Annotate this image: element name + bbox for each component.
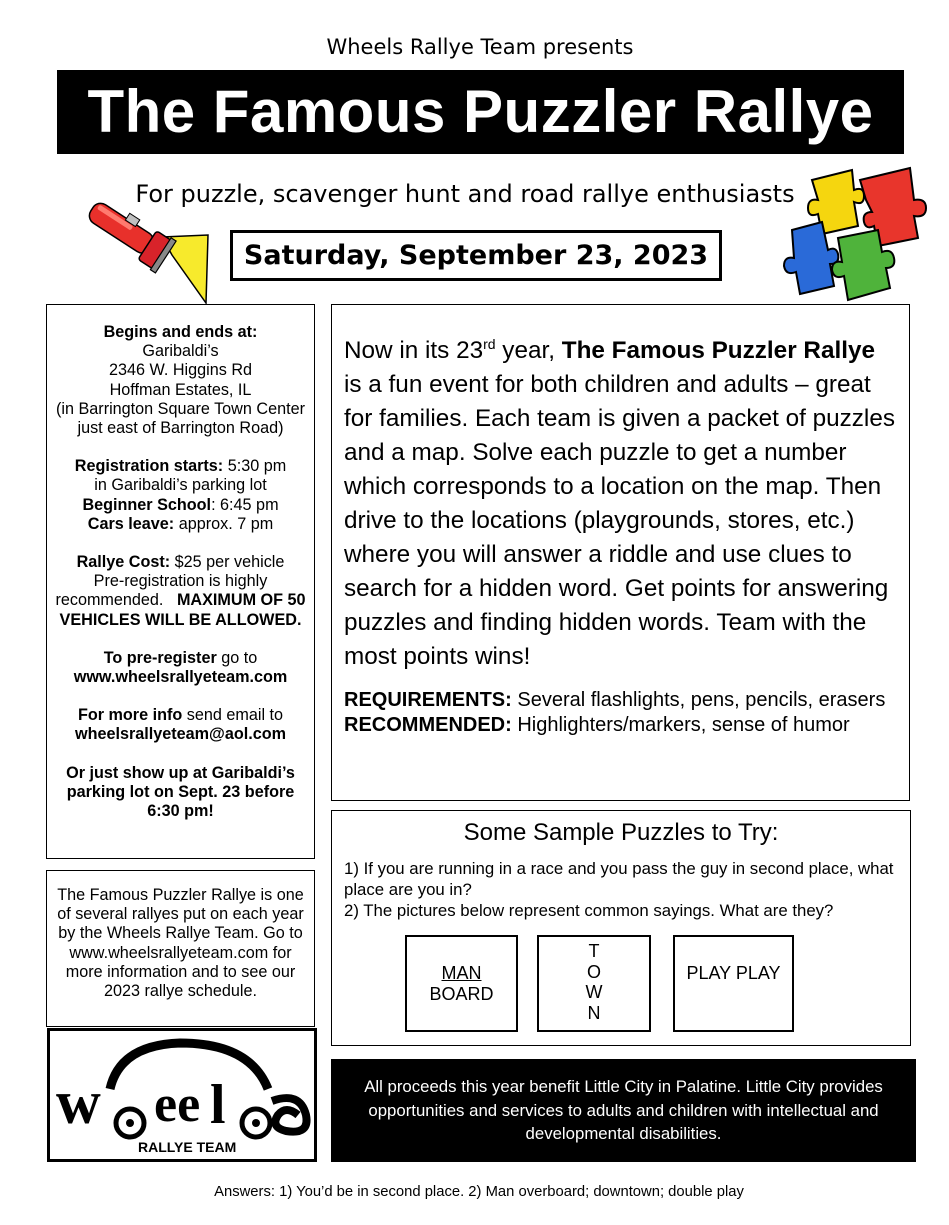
description-start: Now in its 23 bbox=[344, 337, 484, 365]
school-time: : 6:45 pm bbox=[211, 495, 279, 514]
preregister-text: go to bbox=[216, 648, 258, 667]
rebus-town-letter: T bbox=[588, 941, 600, 961]
rebus-board: BOARD bbox=[429, 984, 494, 1004]
cost-label: Rallye Cost: bbox=[76, 553, 171, 572]
event-info-panel bbox=[46, 304, 315, 859]
venue-name: Garibaldi’s bbox=[142, 342, 219, 361]
logo-subtitle: RALLYE TEAM bbox=[138, 1139, 237, 1155]
ordinal-suffix: rd bbox=[483, 336, 496, 352]
requirements-label: REQUIREMENTS: bbox=[344, 689, 512, 712]
description-event-name: The Famous Puzzler Rallye bbox=[561, 337, 875, 365]
moreinfo-text: send email to bbox=[182, 706, 284, 725]
about-panel: The Famous Puzzler Rallye is one of several rallyes put on each year by the Wheels Rallye Team. Go to www.wheelsrallyeteam.com for more information and to see our 2023 rallye schedule. bbox=[46, 870, 315, 1027]
rebus-town bbox=[537, 935, 651, 1032]
puzzle-answers: Answers: 1) You’d be in second place. 2) Man overboard; downtown; double play bbox=[214, 1184, 744, 1200]
presenter-line: Wheels Rallye Team presents bbox=[326, 35, 634, 59]
registration-place: in Garibaldi’s parking lot bbox=[94, 476, 267, 495]
email-link[interactable]: wheelsrallyeteam@aol.com bbox=[74, 725, 287, 744]
description-year-text: year, bbox=[495, 337, 562, 365]
registration-time: 5:30 pm bbox=[223, 457, 287, 476]
location-label: Begins and ends at: bbox=[103, 323, 258, 341]
recommended-text: Highlighters/markers, sense of humor bbox=[511, 713, 850, 736]
rebus-play-play: PLAY PLAY bbox=[673, 935, 794, 1032]
prereg-note: Pre-registration is highly recommended. bbox=[55, 572, 268, 610]
rebus-town-letter: N bbox=[587, 1002, 601, 1023]
event-description-panel bbox=[331, 304, 910, 801]
location-note: (in Barrington Square Town Center just east of Barrington Road) bbox=[56, 399, 305, 438]
puzzle-question-2: 2) The pictures below represent common sayings. What are they? bbox=[344, 901, 834, 920]
puzzles-title: Some Sample Puzzles to Try: bbox=[463, 819, 779, 846]
requirements bbox=[344, 688, 897, 737]
rebus-man-board bbox=[405, 935, 518, 1032]
flashlight-icon bbox=[70, 195, 210, 305]
puzzle-pieces-icon bbox=[782, 160, 934, 305]
school-label: Beginner School bbox=[82, 495, 212, 514]
puzzle-questions bbox=[344, 858, 904, 921]
street-address: 2346 W. Higgins Rd bbox=[108, 361, 253, 380]
wheels-logo bbox=[47, 1028, 317, 1162]
registration-label: Registration starts: bbox=[74, 457, 224, 476]
rebus-town-letter: W bbox=[585, 982, 603, 1002]
cars-label: Cars leave: bbox=[87, 514, 175, 533]
max-vehicles-note: MAXIMUM OF 50 VEHICLES WILL BE ALLOWED. bbox=[59, 591, 306, 629]
requirements-text: Several flashlights, pens, pencils, erasers bbox=[511, 689, 886, 712]
tagline: For puzzle, scavenger hunt and road rallye enthusiasts bbox=[135, 180, 795, 208]
city-state: Hoffman Estates, IL bbox=[109, 380, 252, 399]
benefit-banner: All proceeds this year benefit Little City in Palatine. Little City provides opportunities and services to adults and children with intellectual and developmental disabilities. bbox=[331, 1059, 916, 1162]
page-title: The Famous Puzzler Rallye bbox=[57, 70, 904, 154]
logo-letter-ee: ee bbox=[154, 1076, 201, 1133]
preregister-label: To pre-register bbox=[103, 648, 217, 667]
cost-value: $25 per vehicle bbox=[170, 553, 285, 572]
wheels-logo-graphic bbox=[50, 1031, 314, 1159]
event-description bbox=[344, 327, 897, 674]
website-link[interactable]: www.wheelsrallyeteam.com bbox=[73, 668, 288, 687]
rebus-man: MAN bbox=[441, 963, 482, 983]
moreinfo-label: For more info bbox=[77, 706, 183, 725]
sample-puzzles-panel bbox=[331, 810, 911, 1046]
recommended-label: RECOMMENDED: bbox=[344, 713, 512, 736]
logo-letter-l: l bbox=[210, 1074, 226, 1136]
show-up-note: Or just show up at Garibaldi’s parking lot on Sept. 23 before 6:30 pm! bbox=[66, 763, 295, 821]
event-date: Saturday, September 23, 2023 bbox=[230, 230, 722, 281]
description-body: is a fun event for both children and adults – great for families. Each team is given a packet of puzzles and a map. Solve each puzzle to get a number which corresponds to a location on the map. Then drive to the locations (playgrounds, stores, etc.) where you will answer a riddle and use clues to search for a hidden word. Get points for answering puzzles and finding hidden words. Team with the most points wins! bbox=[344, 371, 895, 671]
logo-letter-w: w bbox=[56, 1069, 101, 1137]
rebus-town-letter: O bbox=[586, 961, 601, 982]
cars-time: approx. 7 pm bbox=[174, 514, 274, 533]
puzzle-question-1: 1) If you are running in a race and you pass the guy in second place, what place are you in? bbox=[344, 859, 894, 899]
